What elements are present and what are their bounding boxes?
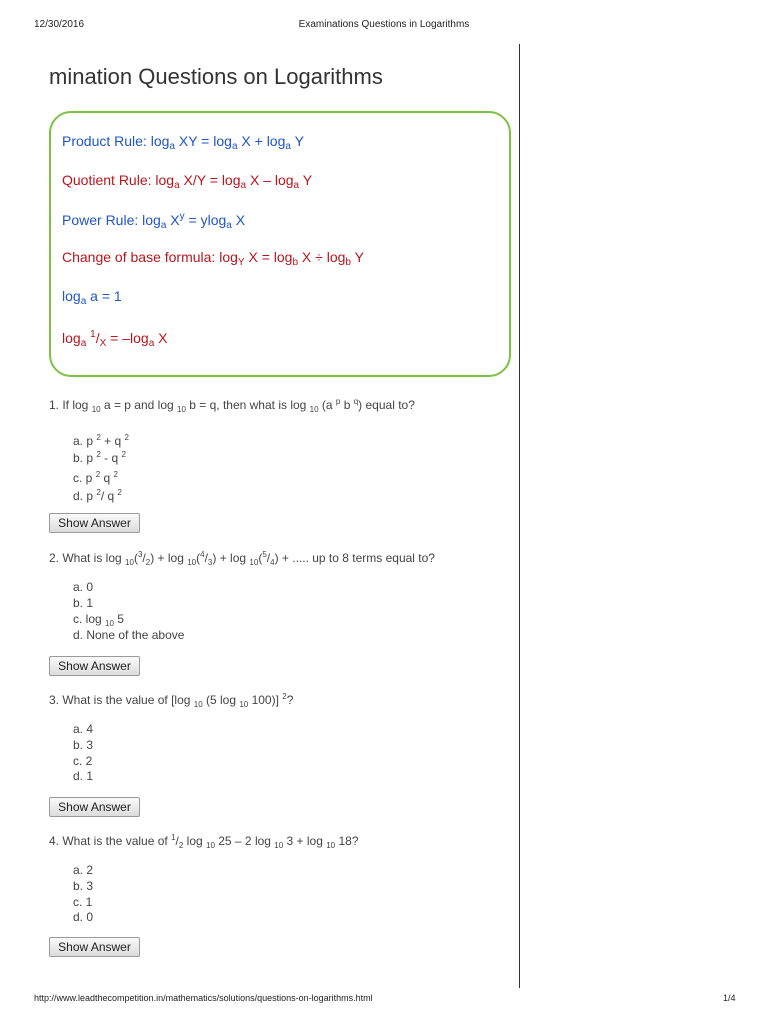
question-1-option-a: a. p $^2$ + q $^2$ bbox=[73, 433, 129, 448]
reciprocal-rule: $\log_a ^1/_X = -\log_a$ X bbox=[62, 329, 168, 349]
print-header-date: 12/30/2016 bbox=[34, 19, 85, 30]
question-1-option-c: c. p $^2$ q $^2$ bbox=[73, 470, 118, 485]
question-2-option-b: b. 1 bbox=[73, 596, 94, 610]
question-2-option-c: c. log $_{10}$ 5 bbox=[73, 612, 124, 628]
question-3-option-c: c. 2 bbox=[73, 754, 93, 768]
question-2-option-a: a. 0 bbox=[73, 580, 94, 594]
print-footer-page: 1/4 bbox=[723, 993, 736, 1003]
show-answer-button-3[interactable]: Show Answer bbox=[49, 797, 140, 817]
question-1-option-d: d. p $^2$/ q $^2$ bbox=[73, 488, 122, 503]
power-rule: Power Rule: $\log_a X^y = ylog_a$ X bbox=[62, 211, 246, 231]
question-3-option-d: d. 1 bbox=[73, 769, 94, 783]
question-3-option-b: b. 3 bbox=[73, 738, 94, 752]
print-header-title: Examinations Questions in Logarithms bbox=[298, 19, 470, 30]
change-of-base-rule: Change of base formula: $\log_Y X = \log_b X \div \log_b Y$ bbox=[62, 249, 364, 268]
question-3-text: 3. What is the value of [log $_{10}$ (5 log $_{10}$ 100)] $^2$? bbox=[49, 692, 294, 709]
show-answer-button-1[interactable]: Show Answer bbox=[49, 513, 140, 533]
question-2-option-d: d. None of the above bbox=[73, 628, 185, 642]
show-answer-button-2[interactable]: Show Answer bbox=[49, 656, 140, 676]
question-4-option-b: b. 3 bbox=[73, 879, 94, 893]
identity-rule: $\log_a a = 1$ bbox=[62, 288, 122, 307]
question-1-option-b: b. p $^2$ - q $^2$ bbox=[73, 450, 126, 465]
page-title: mination Questions on Logarithms bbox=[49, 64, 383, 89]
question-4-option-c: c. 1 bbox=[73, 895, 93, 909]
rules-box bbox=[49, 111, 511, 377]
column-divider bbox=[519, 44, 520, 988]
product-rule: Product Rule: $\log_a$ XY = $\log_a X + \log_a Y$ bbox=[62, 133, 304, 152]
question-4-option-d: d. 0 bbox=[73, 910, 94, 924]
question-4-text: 4. What is the value of $^1/_2$ log $_{10}$ 25 – 2 log $_{10}$ 3 + log $_{10}$ 18? bbox=[49, 833, 359, 850]
question-4-option-a: a. 2 bbox=[73, 863, 94, 877]
quotient-rule: Quotient Rule: $\log_a X/Y = \log_a X - \log_a Y$ bbox=[62, 172, 313, 191]
question-3-option-a: a. 4 bbox=[73, 722, 94, 736]
print-footer-url: http://www.leadthecompetition.in/mathematics/solutions/questions-on-logarithms.html bbox=[34, 993, 373, 1003]
question-2-text: 2. What is $\log _{10}(^3/_2) + \log _{10}(^4/_3) + \log _{10}(^5/_4)$ + ..... up to 8 terms equal to? bbox=[49, 550, 435, 567]
show-answer-button-4[interactable]: Show Answer bbox=[49, 937, 140, 957]
question-1-text: 1. If log $_{10}$ a = p and log $_{10}$ b = q, then what is log $_{10}$ (a $^p$ b $^q$) equal to? bbox=[49, 397, 415, 414]
